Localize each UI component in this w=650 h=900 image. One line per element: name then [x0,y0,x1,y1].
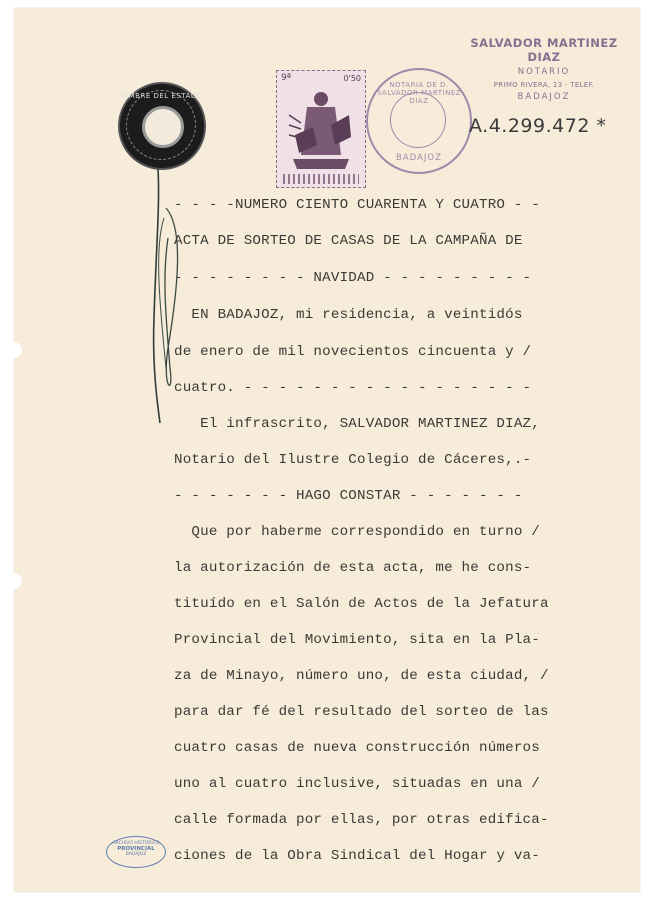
text-line: - - - - - - - HAGO CONSTAR - - - - - - - [174,488,523,504]
text-line: cuatro casas de nueva construcción números [174,740,540,756]
notary-address: PRIMO RIVERA, 13 - TELEF. [493,81,595,89]
text-line: calle formada por ellas, por otras edifica- [174,812,549,828]
punch-hole [6,573,22,589]
revenue-stamp-value: 0'50 [343,74,361,83]
text-line: ciones de la Obra Sindical del Hogar y va- [174,848,540,864]
revenue-stamp-class: 9ª [281,73,291,83]
notary-title: NOTARIO [517,67,571,77]
serial-number: A.4.299.472 * [469,115,607,137]
round-seal-bottom-text: BADAJOZ [396,153,442,163]
round-seal-emblem [390,92,446,148]
archive-stamp-line2: PROVINCIAL [117,846,155,852]
text-line: Que por haberme correspondido en turno / [174,524,540,540]
archive-stamp [106,836,166,868]
text-line: - - - - - - - - NAVIDAD - - - - - - - - - [174,270,532,286]
timbre-label: TIMBRE DEL ESTADO [121,92,203,100]
text-line: za de Minayo, número uno, de esta ciudad, / [174,668,549,684]
archive-stamp-line3: BADAJOZ [125,852,147,857]
timbre-del-estado-seal [118,82,206,170]
round-seal-top-text: NOTARIA DE D. SALVADOR MARTINEZ DIAZ [376,81,462,105]
text-line: Provincial del Movimiento, sita en la Pla- [174,632,540,648]
revenue-stamp-border [283,174,359,184]
text-line: uno al cuatro inclusive, situadas en una / [174,776,540,792]
notary-name-stamp [454,36,634,102]
document-page [14,8,640,892]
punch-hole [6,342,22,358]
text-line: El infrascrito, SALVADOR MARTINEZ DIAZ, [174,416,540,432]
revenue-stamp [276,70,366,188]
text-line: cuatro. - - - - - - - - - - - - - - - - - [174,380,532,396]
text-line: de enero de mil novecientos cincuenta y / [174,344,532,360]
timbre-hole [142,106,184,148]
text-line: ACTA DE SORTEO DE CASAS DE LA CAMPAÑA DE [174,233,523,249]
notary-name: SALVADOR MARTINEZ DIAZ [470,36,618,64]
archive-stamp-line1: ARCHIVO HISTORICO [112,841,160,846]
text-line: - - - -NUMERO CIENTO CUARENTA Y CUATRO - - [174,197,540,213]
allegorical-figure-icon [287,85,355,171]
notary-city: BADAJOZ [517,92,571,102]
text-line: la autorización de esta acta, me he cons- [174,560,532,576]
text-line: para dar fé del resultado del sorteo de las [174,704,549,720]
text-line: Notario del Ilustre Colegio de Cáceres,.- [174,452,532,468]
text-line: tituído en el Salón de Actos de la Jefatura [174,596,549,612]
text-line: EN BADAJOZ, mi residencia, a veintidós [174,307,523,323]
